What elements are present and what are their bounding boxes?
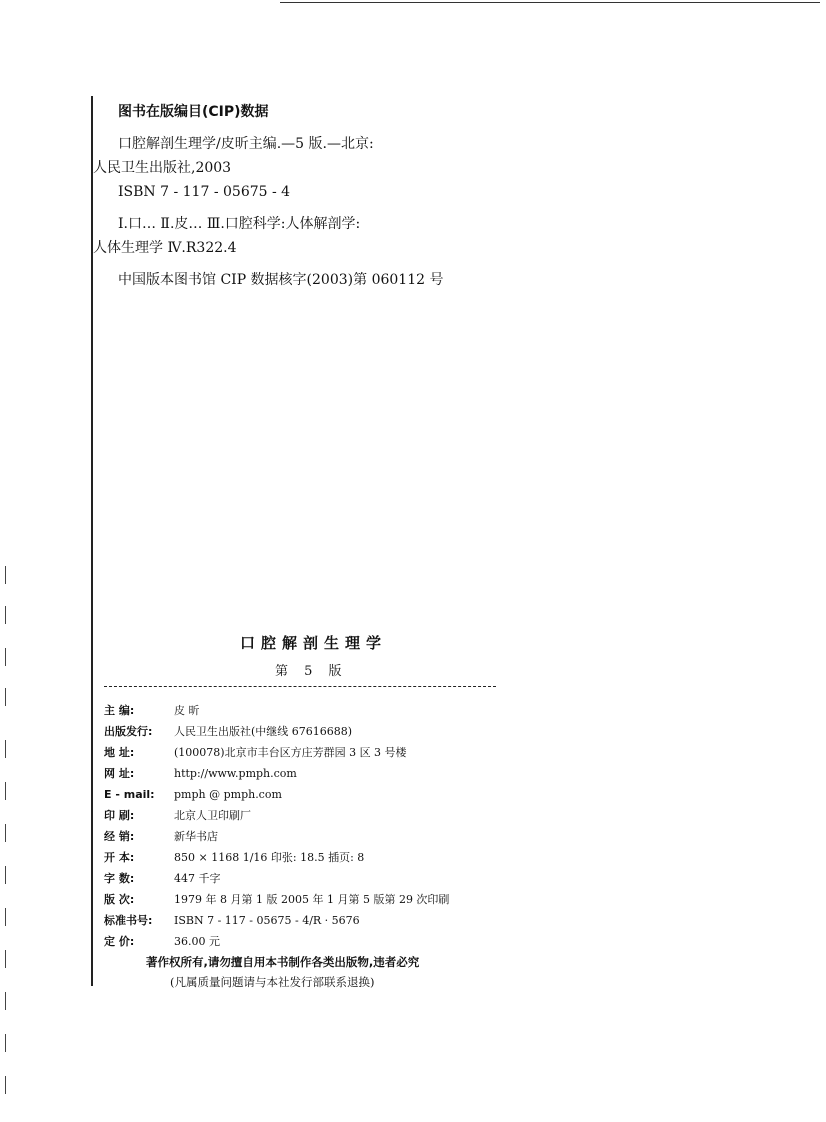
cip-line-6: 中国版本图书馆 CIP 数据核字(2003)第 060112 号 bbox=[118, 272, 444, 288]
detail-row: 经 销: 新华书店 bbox=[104, 830, 218, 843]
scan-mark bbox=[5, 606, 6, 624]
cip-heading: 图书在版编目(CIP)数据 bbox=[118, 104, 269, 120]
top-rule bbox=[280, 2, 820, 3]
cip-line-1: 口腔解剖生理学/皮昕主编.—5 版.—北京: bbox=[118, 136, 374, 152]
scan-mark bbox=[5, 1034, 6, 1052]
scan-mark bbox=[5, 866, 6, 884]
detail-row: 地 址: (100078)北京市丰台区方庄芳群园 3 区 3 号楼 bbox=[104, 746, 407, 759]
detail-row: 主 编: 皮 昕 bbox=[104, 704, 200, 717]
detail-row: 版 次: 1979 年 8 月第 1 版 2005 年 1 月第 5 版第 29 次印刷 bbox=[104, 893, 450, 906]
scan-mark bbox=[5, 566, 6, 584]
detail-row: 网 址: http://www.pmph.com bbox=[104, 767, 297, 780]
cip-line-2: 人民卫生出版社,2003 bbox=[93, 160, 232, 176]
divider bbox=[104, 686, 496, 688]
book-edition: 第 5 版 bbox=[275, 664, 348, 679]
scan-mark bbox=[5, 782, 6, 800]
margin-rule bbox=[91, 96, 93, 986]
detail-row: 印 刷: 北京人卫印刷厂 bbox=[104, 809, 251, 822]
scan-mark bbox=[5, 908, 6, 926]
scan-mark bbox=[5, 740, 6, 758]
cip-isbn: ISBN 7 - 117 - 05675 - 4 bbox=[118, 184, 291, 200]
scan-mark bbox=[5, 1076, 6, 1094]
detail-row: 字 数: 447 千字 bbox=[104, 872, 221, 885]
scan-mark bbox=[5, 992, 6, 1010]
detail-row: 定 价: 36.00 元 bbox=[104, 935, 220, 948]
book-title: 口腔解剖生理学 bbox=[240, 634, 388, 652]
detail-row: 开 本: 850 × 1168 1/16 印张: 18.5 插页: 8 bbox=[104, 851, 365, 864]
return-notice: (凡属质量问题请与本社发行部联系退换) bbox=[170, 975, 375, 989]
scan-mark bbox=[5, 648, 6, 666]
detail-row: E - mail: pmph @ pmph.com bbox=[104, 788, 282, 801]
detail-row: 标准书号: ISBN 7 - 117 - 05675 - 4/R · 5676 bbox=[104, 914, 360, 927]
scan-mark bbox=[5, 824, 6, 842]
scan-mark bbox=[5, 688, 6, 706]
cip-line-4: Ⅰ.口… Ⅱ.皮… Ⅲ.口腔科学:人体解剖学: bbox=[118, 216, 361, 232]
cip-line-5: 人体生理学 Ⅳ.R322.4 bbox=[93, 240, 237, 256]
scan-mark bbox=[5, 950, 6, 968]
detail-row: 出版发行: 人民卫生出版社(中继线 67616688) bbox=[104, 725, 353, 738]
copyright-notice: 著作权所有,请勿擅自用本书制作各类出版物,违者必究 bbox=[146, 955, 420, 969]
